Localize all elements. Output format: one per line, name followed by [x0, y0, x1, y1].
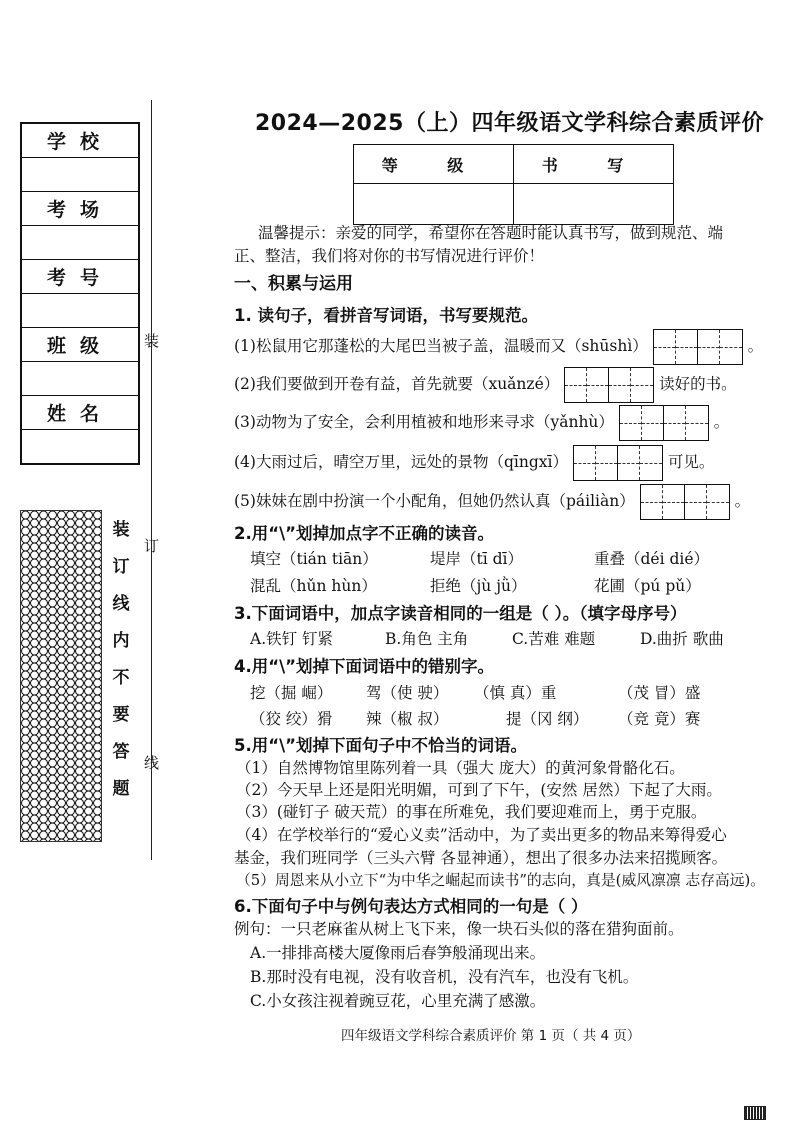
question-2-title: 2.用“\”划掉加点字不正确的读音。: [234, 524, 494, 543]
question-2-option[interactable]: 重叠（déi dié）: [594, 550, 710, 568]
question-6-option[interactable]: B.那时没有电视，没有收音机，没有汽车，也没有飞机。: [250, 968, 639, 986]
question-5-line: （4）在学校举行的“爱心义卖”活动中，为了卖出更多的物品来筹得爱心: [236, 826, 727, 844]
item-text: 。: [734, 492, 751, 510]
name-label: 姓名: [21, 396, 139, 430]
class-label: 班级: [21, 328, 139, 362]
item-text: 读好的书。: [659, 375, 737, 393]
question-4-option[interactable]: （狡 绞）猾: [250, 710, 333, 728]
name-field[interactable]: [21, 430, 139, 465]
item-text: 。: [747, 337, 764, 355]
question-4-title: 4.用“\”划掉下面词语中的错别字。: [234, 657, 494, 676]
binding-notice: [110, 512, 132, 808]
grade-field[interactable]: [354, 184, 514, 225]
grade-table: [353, 144, 674, 225]
hexagon-pattern: [20, 510, 102, 842]
question-4-option[interactable]: （竞 竟）赛: [618, 710, 701, 728]
question-4-option[interactable]: （茂 冒）盛: [618, 684, 701, 702]
tip-line-1: 温馨提示：亲爱的同学，希望你在答题时能认真书写，做到规范、端: [258, 224, 724, 242]
question-5-line: （3）(碰钉子 破天荒）的事在所难免，我们要迎难而上，勇于克服。: [236, 803, 707, 821]
page-title: 2024—2025（上）四年级语文学科综合素质评价: [255, 111, 764, 136]
question-1-item: [234, 445, 714, 481]
question-4-option[interactable]: 驾（使 驶）: [366, 684, 449, 702]
school-field[interactable]: [21, 158, 139, 192]
question-3-title: 3.下面词语中，加点字读音相同的一组是（ ）。（填字母序号）: [234, 604, 687, 623]
binding-char: 装: [144, 332, 160, 350]
answer-grid[interactable]: [564, 367, 654, 403]
writing-field[interactable]: [514, 184, 674, 225]
question-5-line: 基金，我们班同学（三头六臂 各显神通），想出了很多办法来招揽顾客。: [234, 849, 728, 867]
question-5-line: （5）周恩来从小立下“为中华之崛起而读书”的志向，真是(威风凛凛 志存高远)。: [236, 872, 766, 889]
exam-room-label: 考场: [21, 192, 139, 226]
question-1-item: [234, 329, 763, 365]
item-text: 。: [713, 413, 730, 431]
school-label: 学校: [21, 123, 139, 158]
item-text: (5)妹妹在剧中扮演一个小配角，但她仍然认真（páiliàn）: [234, 492, 635, 510]
item-text: (1)松鼠用它那蓬松的大尾巴当被子盖，温暖而又（shūshì）: [234, 337, 648, 355]
question-6-option[interactable]: A.一排排高楼大厦像雨后春笋般涌现出来。: [250, 944, 546, 962]
answer-grid[interactable]: [640, 484, 730, 520]
question-5-line: （2）今天早上还是阳光明媚，可到了下午，(安然 居然）下起了大雨。: [236, 781, 722, 799]
binding-char: 线: [144, 754, 160, 772]
question-1-title: 1. 读句子，看拼音写词语，书写要规范。: [234, 306, 538, 325]
answer-grid[interactable]: [573, 445, 663, 481]
question-3-option[interactable]: A.铁钉 钉紧: [250, 630, 334, 648]
question-3-option[interactable]: B.角色 主角: [385, 630, 469, 648]
notice-char: 不: [112, 668, 130, 688]
question-3-option[interactable]: C.苦难 难题: [512, 630, 596, 648]
class-field[interactable]: [21, 362, 139, 396]
binding-line: [151, 100, 152, 860]
notice-char: 内: [112, 631, 130, 651]
question-2-option[interactable]: 花圃（pú pǔ）: [594, 577, 701, 595]
student-info-table: [20, 122, 140, 465]
grade-label: 等 级: [354, 145, 514, 184]
question-4-option[interactable]: 提（冈 纲）: [506, 710, 589, 728]
question-2-option[interactable]: 拒绝（jù jǜ）: [430, 577, 527, 595]
exam-number-field[interactable]: [21, 294, 139, 328]
question-4-option[interactable]: 挖（掘 崛）: [250, 684, 333, 702]
question-5-line: （1）自然博物馆里陈列着一具（强大 庞大）的黄河象骨骼化石。: [236, 759, 685, 777]
notice-char: 订: [112, 557, 130, 577]
question-4-option[interactable]: 辣（椒 叔）: [366, 710, 449, 728]
notice-char: 线: [112, 594, 130, 614]
question-4-option[interactable]: （慎 真）重: [474, 684, 557, 702]
question-2-option[interactable]: 填空（tián tiān）: [250, 550, 378, 568]
question-6-title: 6.下面句子中与例句表达方式相同的一句是（ ）: [234, 897, 588, 916]
binding-char: 订: [144, 537, 160, 555]
exam-room-field[interactable]: [21, 226, 139, 260]
notice-char: 题: [112, 779, 130, 799]
question-6-example: 例句：一只老麻雀从树上飞下来，像一块石头似的落在猎狗面前。: [234, 920, 684, 938]
item-text: (4)大雨过后，晴空万里，远处的景物（qīngxī）: [234, 453, 568, 471]
question-3-option[interactable]: D.曲折 歌曲: [640, 630, 724, 648]
section-heading: 一、积累与运用: [234, 274, 353, 294]
tip-line-2: 正、整洁，我们将对你的书写情况进行评价！: [234, 247, 545, 265]
page-footer: 四年级语文学科综合素质评价 第 1 页（ 共 4 页）: [341, 1028, 641, 1044]
question-2-option[interactable]: 堤岸（tī dī）: [430, 550, 523, 568]
question-5-title: 5.用“\”划掉下面句子中不恰当的词语。: [234, 736, 527, 755]
writing-label: 书 写: [514, 145, 674, 184]
qr-code-icon: [744, 1106, 766, 1120]
item-text: (2)我们要做到开卷有益，首先就要（xuǎnzé）: [234, 375, 560, 393]
item-text: 可见。: [667, 453, 715, 471]
answer-grid[interactable]: [619, 405, 709, 441]
exam-number-label: 考号: [21, 260, 139, 294]
question-1-item: [234, 367, 737, 403]
question-2-option[interactable]: 混乱（hǔn hùn）: [250, 577, 377, 595]
question-1-item: [234, 405, 729, 441]
answer-grid[interactable]: [653, 329, 743, 365]
notice-char: 要: [112, 705, 130, 725]
question-1-item: [234, 484, 750, 520]
notice-char: 装: [112, 520, 130, 540]
item-text: (3)动物为了安全，会利用植被和地形来寻求（yǎnhù）: [234, 413, 614, 431]
question-6-option[interactable]: C.小女孩注视着豌豆花，心里充满了感激。: [250, 992, 546, 1010]
notice-char: 答: [112, 742, 130, 762]
